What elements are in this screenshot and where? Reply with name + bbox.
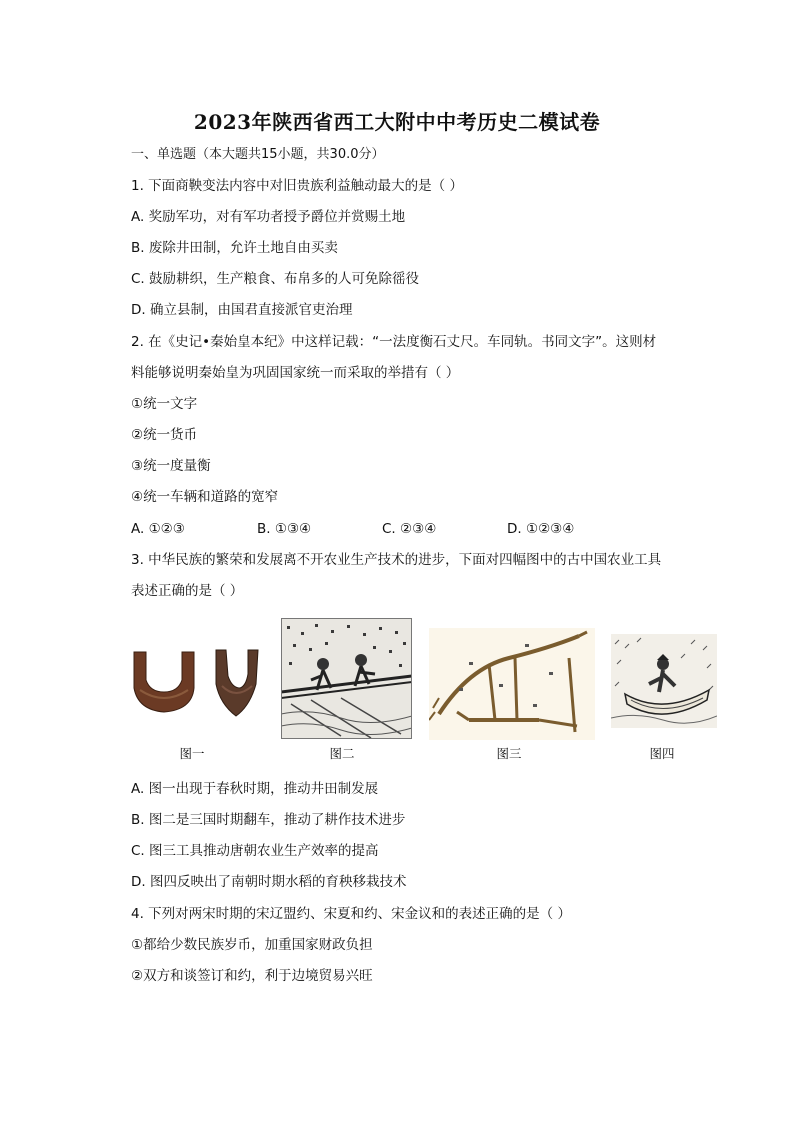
q2-stem-line1: 2. 在《史记•秦始皇本纪》中这样记载：“一法度衡石丈尺。车同轨。书同文字”。这则材 [131,334,657,350]
q4-item-1: ①都给少数民族岁币，加重国家财政负担 [131,937,373,953]
q2-option-d: D. ①②③④ [507,521,575,537]
q4-item-2: ②双方和谈签订和约，利于边境贸易兴旺 [131,968,373,984]
section-heading: 一、单选题（本大题共15小题，共30.0分） [131,147,385,162]
figure-2-water-wheel-woodcut [281,618,412,739]
q3-option-a: A. 图一出现于春秋时期，推动井田制发展 [131,781,379,797]
q2-option-a: A. ①②③ [131,521,185,537]
q2-stem-line2: 料能够说明秦始皇为巩固国家统一而采取的举措有（ ） [131,365,460,381]
q3-option-b: B. 图二是三国时期翻车，推动了耕作技术进步 [131,812,406,828]
q1-option-b: B. 废除井田制，允许土地自由买卖 [131,240,338,256]
q2-item-2: ②统一货币 [131,427,198,443]
q4-stem: 4. 下列对两宋时期的宋辽盟约、宋夏和约、宋金议和的表述正确的是（ ） [131,906,571,922]
figure-1-caption: 图一 [179,746,205,761]
q3-stem-line2: 表述正确的是（ ） [131,583,244,599]
q1-option-d: D. 确立县制，由国君直接派官吏治理 [131,302,353,318]
q3-option-c: C. 图三工具推动唐朝农业生产效率的提高 [131,843,379,859]
figure-2-caption: 图二 [329,746,355,761]
q2-option-b: B. ①③④ [257,521,312,537]
figure-4-caption: 图四 [649,746,675,761]
q2-option-c: C. ②③④ [382,521,437,537]
q1-option-c: C. 鼓励耕织，生产粮食、布帛多的人可免除徭役 [131,271,420,287]
figure-3-curved-plough-diagram [429,628,595,740]
q2-item-1: ①统一文字 [131,396,198,412]
figure-3-caption: 图三 [496,746,522,761]
q1-stem: 1. 下面商鞅变法内容中对旧贵族利益触动最大的是（ ） [131,178,463,194]
q3-stem-line1: 3. 中华民族的繁荣和发展离不开农业生产技术的进步，下面对四幅图中的古中国农业工具 [131,552,662,568]
q2-item-3: ③统一度量衡 [131,458,211,474]
q1-option-a: A. 奖励军功，对有军功者授予爵位并赏赐土地 [131,209,406,225]
figure-1-iron-hoe-image [130,640,265,725]
exam-title: 2023年陕西省西工大附中中考历史二模试卷 [193,110,601,134]
q2-item-4: ④统一车辆和道路的宽窄 [131,489,279,505]
figure-4-seedling-boat-image [611,634,717,728]
q3-option-d: D. 图四反映出了南朝时期水稻的育秧移栽技术 [131,874,407,890]
